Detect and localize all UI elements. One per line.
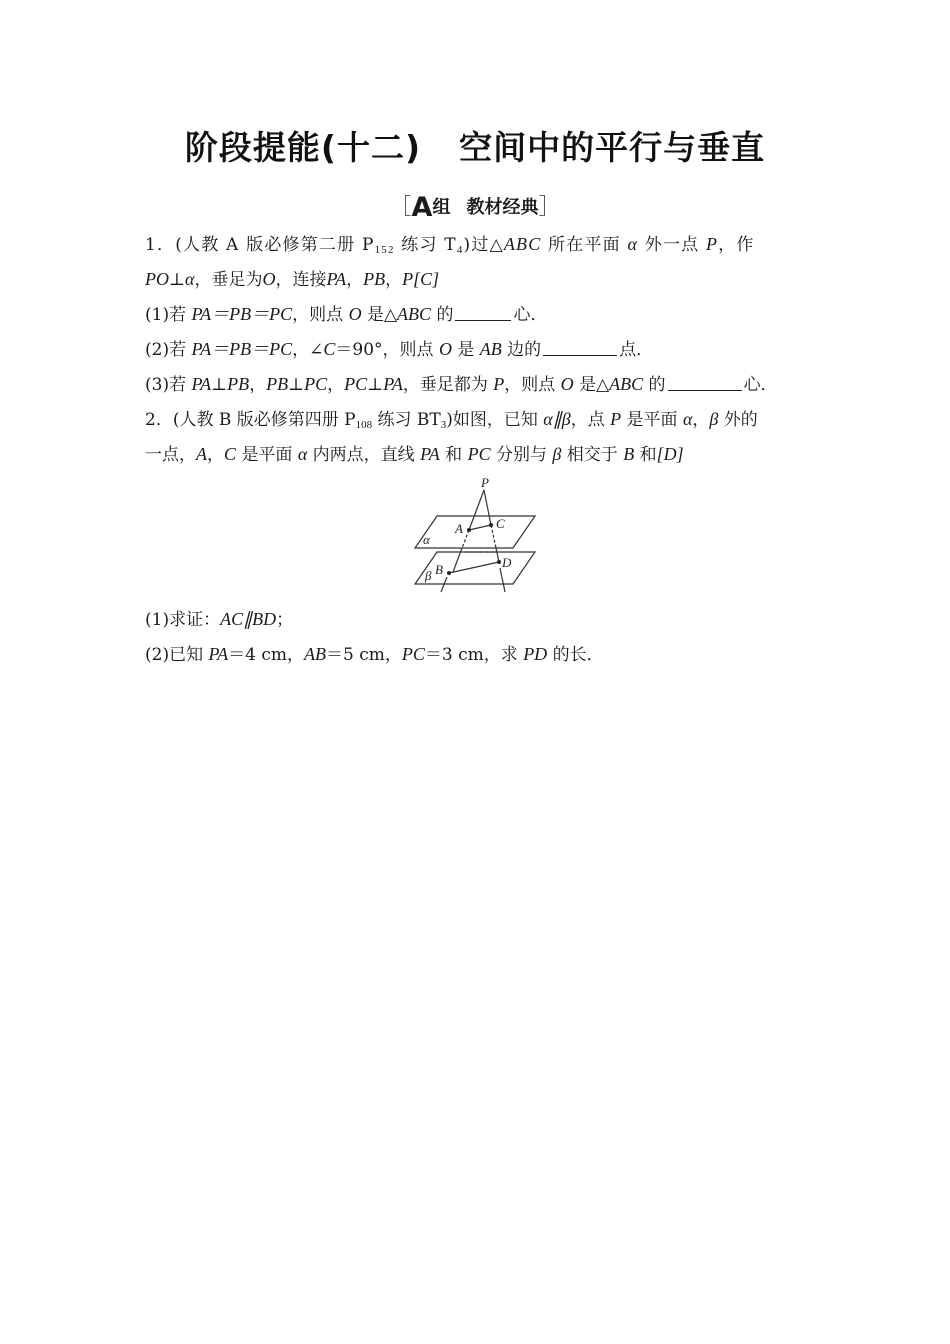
q2-part-2: (2)已知 PA＝4 cm，AB＝5 cm，PC＝3 cm，求 PD 的长． [145,644,604,665]
answer-blank[interactable] [455,304,511,321]
label-alpha: α [423,532,430,547]
q1-line-1: 1．(人教 A 版必修第二册 $P_{152}$ 练习 $T_4$)过△ABC 所在平面 α 外一点 P，作 [145,234,755,256]
label-c: C [496,516,505,531]
bracket-close: ］ [538,195,561,220]
line-pc [484,490,491,525]
page-title [0,122,950,169]
line-pd [496,548,499,562]
q1-line-2: PO⊥α，垂足为O，连接PA，PB，P[C] [145,269,440,290]
q2-line-2: 一点，A，C 是平面 α 内两点，直线 PA 和 PC 分别与 β 相交于 B 和[D] [145,444,684,465]
line-pa-hidden [462,530,469,548]
q1-part-1: (1)若 PA＝PB＝PC，则点 O 是△ABC 的 心． [145,304,548,325]
label-a: A [455,521,463,536]
group-header [0,190,950,223]
answer-blank[interactable] [543,339,617,356]
label-p: P [481,475,489,490]
plane-alpha [415,516,535,548]
point-a [467,528,471,532]
segment-ac [469,525,491,530]
q1-part-3: (3)若 PA⊥PB，PB⊥PC，PC⊥PA，垂足都为 P，则点 O 是△ABC 的 心． [145,374,778,395]
answer-blank[interactable] [668,374,742,391]
point-d [497,560,501,564]
point-b [447,571,451,575]
group-letter: A [411,192,433,223]
point-c [489,523,493,527]
title-main: 阶段提能(十二) [184,128,422,167]
label-b: B [435,562,443,577]
q2-line-1: 2．(人教 B 版必修第四册 $P_{108}$ 练习 $BT_3$)如图，已知 α∥β，点 P 是平面 α，β 外的 [145,409,758,431]
label-d: D [502,555,512,570]
bracket-open: ［ [389,195,412,220]
line-pd-extension [500,568,505,592]
parallel-planes-figure [405,472,545,596]
label-beta: β [425,568,432,583]
q2-part-1: (1)求证：AC∥BD； [145,609,294,630]
q1-part-2: (2)若 PA＝PB＝PC，∠C＝90°，则点 O 是 AB 边的 点． [145,339,654,360]
title-sub: 空间中的平行与垂直 [459,128,766,167]
group-word: 组 [432,197,451,218]
line-pa [469,490,484,530]
group-name: 教材经典 [466,197,539,218]
plane-beta [415,552,535,584]
